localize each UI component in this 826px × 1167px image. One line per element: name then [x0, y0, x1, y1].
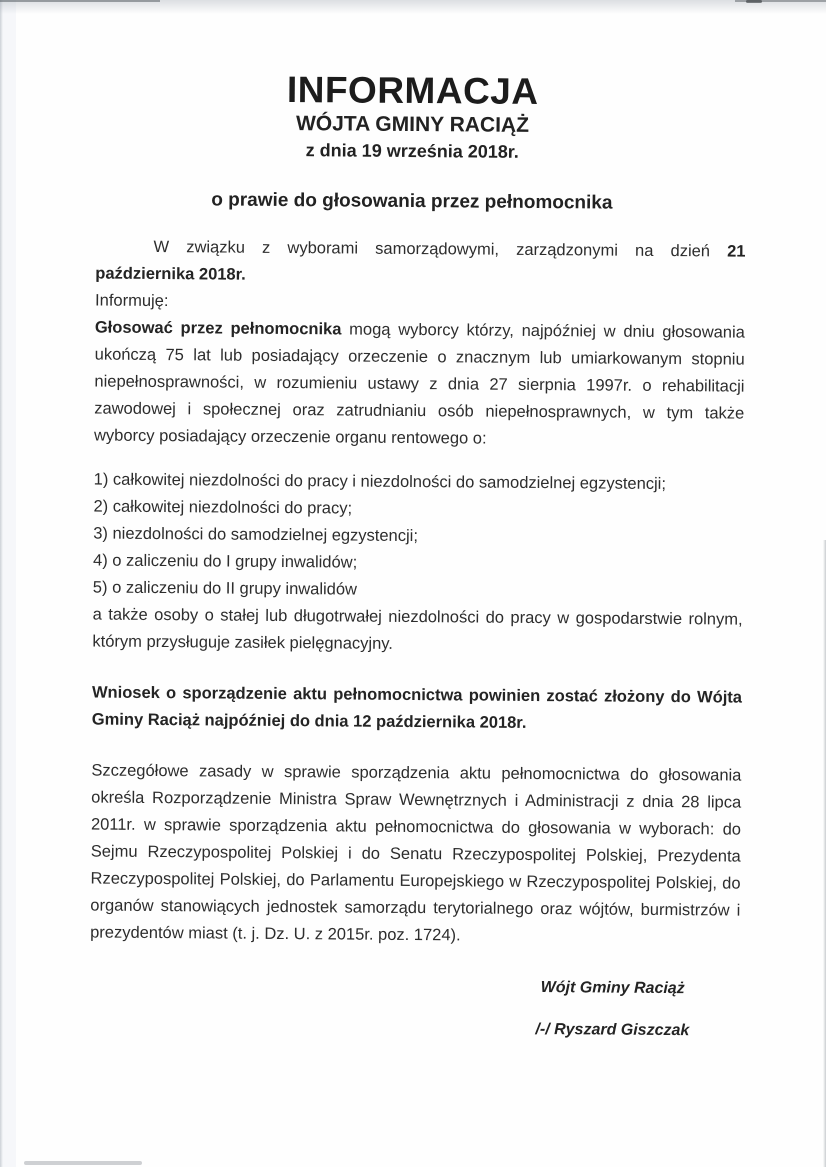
conditions-addendum: a także osoby o stałej lub długotrwałej niezdolności do pracy w gospodarstwie rolnym, którym przysługuje zasiłek pielęgnacyjny. — [92, 605, 743, 653]
list-item: 2) całkowitej niezdolności do pracy; — [93, 497, 353, 518]
document-title: INFORMACJA — [286, 69, 539, 112]
list-item: 1) całkowitej niezdolności do pracy i niezdolności do samodzielnej egzystencji; — [93, 470, 667, 493]
eligibility-body-text: mogą wyborcy którzy, najpóźniej w dniu głosowania ukończą 75 lat lub posiadający orzeczenie o znacznym lub umiarkowanym stopniu niepełnosprawności, w rozumieniu ustawy z dnia 27 sierpnia 1997r. o rehabilitacji zawodowej i społecznej oraz zatrudnianiu osób niepełnosprawnych, w tym także wyborcy posiadający orzeczenie organu rentowego o: — [93, 320, 745, 448]
signature-name: /-/ Ryszard Giszczak — [535, 1020, 690, 1040]
document-date: z dnia 19 września 2018r. — [305, 140, 519, 162]
intro-paragraph — [95, 234, 745, 293]
intro-lead-text: W związku z wyborami samorządowymi, zarządzonymi na dzień — [153, 237, 728, 261]
document-body — [90, 234, 746, 952]
list-item: 5) o zaliczeniu do II grupy inwalidów — [92, 578, 358, 599]
signature-role: Wójt Gminy Raciąż — [540, 979, 685, 998]
signature-block — [492, 979, 732, 1041]
document-issuer: WÓJTA GMINY RACIĄŻ — [295, 112, 530, 137]
document-subject: o prawie do głosowania przez pełnomocnika — [211, 189, 613, 214]
eligibility-paragraph — [94, 315, 745, 455]
eligibility-bold-lead: Głosować przez pełnomocnika — [94, 318, 342, 339]
list-item: 4) o zaliczeniu do I grupy inwalidów; — [92, 551, 358, 572]
list-item: 3) niezdolności do samodzielnej egzystencji; — [93, 524, 419, 546]
legal-basis-paragraph: Szczegółowe zasady w sprawie sporządzenia aktu pełnomocnictwa do głosowania określa Rozporządzenie Ministra Spraw Wewnętrznych i Administracji z dnia 28 lipca 2011r. w sprawie sporządzenia aktu pełnomocnictwa do głosowania w wyborach: do Sejmu Rzeczypospolitej Polskiej i do Senatu Rzeczypospolitej Polskiej, Prezydenta Rzeczypospolitej Polskiej, do Parlamentu Europejskiego w Rzeczypospolitej Polskiej, do organów stanowiących jednostek samorządu terytorialnego oraz wójtów, burmistrzów i prezydentów miast (t. j. Dz. U. z 2015r. poz. 1724). — [90, 761, 742, 945]
announce-line: Informuję: — [95, 291, 169, 311]
election-date-bold: 21 października 2018r. — [95, 242, 746, 284]
conditions-list — [92, 467, 743, 661]
deadline-paragraph: Wniosek o sporządzenie aktu pełnomocnictwa powinien zostać złożony do Wójta Gminy Raciąż najpóźniej do dnia 12 października 2018r. — [91, 683, 743, 732]
